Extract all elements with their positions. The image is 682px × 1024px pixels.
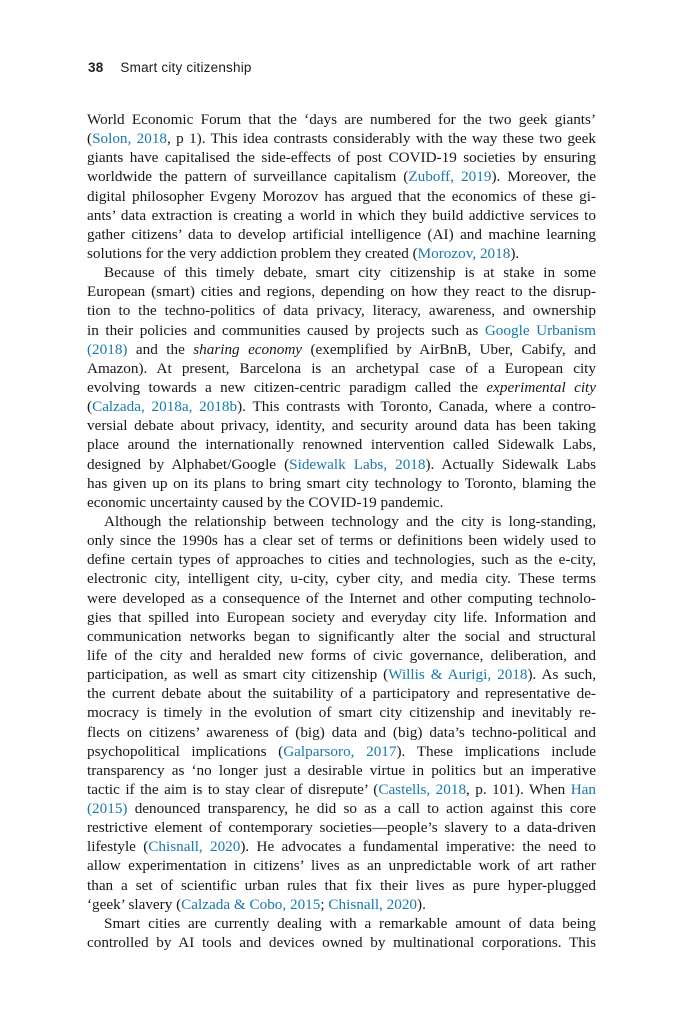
citation-link[interactable]: Calzada & Cobo, 2015 bbox=[181, 895, 321, 913]
text-run: solutions for the very addiction problem they created ( bbox=[87, 244, 418, 262]
text-run: communication networks began to significantly alter the social and structural bbox=[87, 627, 596, 645]
text-run: the current debate about the suitability of a participatory and representative de- bbox=[87, 685, 596, 703]
page-header bbox=[88, 60, 252, 75]
text-run: transparency as ‘no longer just a desirable virtue in politics but an imperative bbox=[87, 761, 596, 779]
text-line bbox=[87, 301, 596, 320]
text-line bbox=[87, 129, 596, 148]
citation-link[interactable]: Castells, 2018 bbox=[378, 780, 467, 798]
text-line bbox=[87, 359, 596, 378]
text-line bbox=[87, 569, 596, 588]
text-run: were developed as a consequence of the Internet and other computing technolo- bbox=[87, 589, 596, 607]
text-line bbox=[87, 608, 596, 627]
text-run: , p 1). This idea contrasts considerably with the way these two geek bbox=[167, 130, 597, 148]
text-line bbox=[87, 818, 596, 837]
italic-term: sharing economy bbox=[193, 340, 303, 358]
italic-term: experimental city bbox=[486, 378, 596, 396]
text-line bbox=[87, 167, 596, 186]
citation-link[interactable]: Han bbox=[570, 780, 597, 798]
text-run: , p. 101). When bbox=[466, 780, 571, 798]
text-run: than a set of scientific urban rules that fix their lives as pure hyper-plugged bbox=[87, 876, 596, 894]
text-line bbox=[87, 435, 596, 454]
text-line bbox=[87, 397, 596, 416]
text-run: flects on citizens’ awareness of (big) data and (big) data’s techno-political and bbox=[87, 723, 596, 741]
citation-link[interactable]: Chisnall, 2020 bbox=[328, 895, 418, 913]
text-line bbox=[87, 780, 596, 799]
text-run: has given up on its plans to bring smart city technology to Toronto, blaming the bbox=[87, 474, 596, 492]
text-run: evolving towards a new citizen-centric paradigm called the bbox=[87, 378, 487, 396]
text-line bbox=[87, 837, 596, 856]
text-run: place around the internationally renowned intervention called Sidewalk Labs, bbox=[87, 436, 596, 454]
text-line bbox=[87, 895, 596, 914]
text-line bbox=[87, 933, 596, 952]
text-line bbox=[87, 263, 596, 282]
text-run: ). This contrasts with Toronto, Canada, where a contro- bbox=[237, 398, 596, 416]
text-line bbox=[87, 512, 596, 531]
text-run: mocracy is timely in the evolution of smart city citizenship and inevitably re- bbox=[87, 704, 596, 722]
text-run: ; bbox=[320, 895, 329, 913]
text-run: digital philosopher Evgeny Morozov has argued that the economics of these gi- bbox=[87, 187, 596, 205]
text-run: ). As such, bbox=[527, 666, 596, 684]
text-run: psychopolitical implications ( bbox=[87, 742, 284, 760]
text-line bbox=[87, 206, 596, 225]
running-title: Smart city citizenship bbox=[120, 60, 252, 75]
page-number: 38 bbox=[88, 60, 104, 75]
citation-link[interactable]: (2018) bbox=[87, 340, 128, 358]
text-line bbox=[87, 474, 596, 493]
text-run: economic uncertainty caused by the COVID-19 pandemic. bbox=[87, 493, 444, 511]
citation-link[interactable]: Zuboff, 2019 bbox=[408, 168, 492, 186]
text-line bbox=[87, 761, 596, 780]
text-line bbox=[87, 856, 596, 875]
citation-link[interactable]: (2015) bbox=[87, 800, 128, 818]
text-run: ). bbox=[417, 895, 426, 913]
text-line bbox=[87, 627, 596, 646]
text-run: Although the relationship between technology and the city is long-standing, bbox=[104, 512, 596, 530]
text-run: restrictive element of contemporary societies—people’s slavery to a data-driven bbox=[87, 819, 596, 837]
text-line bbox=[87, 914, 596, 933]
citation-link[interactable]: Calzada, 2018a, 2018b bbox=[92, 398, 238, 416]
text-run: Smart cities are currently dealing with a remarkable amount of data being bbox=[104, 914, 596, 932]
text-run: ). These implications include bbox=[396, 742, 596, 760]
citation-link[interactable]: Google Urbanism bbox=[484, 321, 596, 339]
citation-link[interactable]: Morozov, 2018 bbox=[417, 244, 511, 262]
text-run: giants have capitalised the side-effects of post COVID-19 societies by ensuring bbox=[87, 149, 596, 167]
text-run: lifestyle ( bbox=[87, 838, 149, 856]
text-run: European (smart) cities and regions, depending on how they react to the disrup- bbox=[87, 283, 596, 301]
text-line bbox=[87, 684, 596, 703]
text-line bbox=[87, 531, 596, 550]
text-run: ants’ data extraction is creating a world in which they build addictive services to bbox=[87, 206, 596, 224]
text-run: ( bbox=[87, 130, 93, 148]
text-line bbox=[87, 110, 596, 129]
text-line bbox=[87, 455, 596, 474]
text-line bbox=[87, 742, 596, 761]
text-run: gather citizens’ data to develop artificial intelligence (AI) and machine learning bbox=[87, 225, 596, 243]
text-line bbox=[87, 282, 596, 301]
text-line bbox=[87, 550, 596, 569]
text-line bbox=[87, 665, 596, 684]
text-run: define certain types of approaches to cities and technologies, such as the e-city, bbox=[87, 551, 596, 569]
text-run: (exemplified by AirBnB, Uber, Cabify, and bbox=[302, 340, 596, 358]
text-run: ( bbox=[87, 398, 93, 416]
text-run: tactic if the aim is to stay clear of disrepute’ ( bbox=[87, 780, 379, 798]
text-run: gies that spilled into European society and everyday city life. Information and bbox=[87, 608, 596, 626]
text-run: in their policies and communities caused by projects such as bbox=[87, 321, 485, 339]
text-run: worldwide the pattern of surveillance capitalism ( bbox=[87, 168, 409, 186]
text-line bbox=[87, 799, 596, 818]
text-run: allow experimentation in citizens’ lives as an unpredictable work of art rather bbox=[87, 857, 596, 875]
text-run: Amazon). At present, Barcelona is an archetypal case of a European city bbox=[87, 359, 596, 377]
text-run: World Economic Forum that the ‘days are numbered for the two geek giants’ bbox=[87, 111, 596, 128]
text-run: Because of this timely debate, smart city citizenship is at stake in some bbox=[104, 264, 596, 282]
text-run: ‘geek’ slavery ( bbox=[87, 895, 182, 913]
text-run: electronic city, intelligent city, u-city, cyber city, and media city. These terms bbox=[87, 570, 596, 588]
citation-link[interactable]: Chisnall, 2020 bbox=[148, 838, 241, 856]
text-run: ). Moreover, the bbox=[491, 168, 596, 186]
body-text bbox=[87, 110, 596, 952]
text-line bbox=[87, 340, 596, 359]
text-line bbox=[87, 321, 596, 340]
citation-link[interactable]: Willis & Aurigi, 2018 bbox=[388, 666, 528, 684]
citation-link[interactable]: Galparsoro, 2017 bbox=[283, 742, 397, 760]
text-run: versial debate about privacy, identity, and security around data has been taking bbox=[87, 417, 596, 435]
text-run: denounced transparency, he did so as a call to action against this core bbox=[127, 800, 596, 818]
text-line bbox=[87, 187, 596, 206]
text-line bbox=[87, 589, 596, 608]
text-run: ). bbox=[510, 244, 520, 262]
text-run: designed by Alphabet/Google ( bbox=[87, 455, 290, 473]
text-line bbox=[87, 378, 596, 397]
text-run: life of the city and heralded new forms of civic governance, deliberation, and bbox=[87, 646, 596, 664]
text-run: participation, as well as smart city citizenship ( bbox=[87, 666, 389, 684]
text-line bbox=[87, 493, 596, 512]
text-line bbox=[87, 225, 596, 244]
text-line bbox=[87, 646, 596, 665]
text-line bbox=[87, 703, 596, 722]
text-line bbox=[87, 723, 596, 742]
text-line bbox=[87, 244, 596, 263]
citation-link[interactable]: Solon, 2018 bbox=[92, 130, 168, 148]
text-run: ). Actually Sidewalk Labs bbox=[425, 455, 596, 473]
text-line bbox=[87, 416, 596, 435]
text-line bbox=[87, 148, 596, 167]
text-run: and the bbox=[127, 340, 194, 358]
text-line bbox=[87, 876, 596, 895]
citation-link[interactable]: Sidewalk Labs, 2018 bbox=[289, 455, 426, 473]
text-run: controlled by AI tools and devices owned by multinational corporations. This bbox=[87, 934, 596, 952]
text-run: tion to the techno-politics of data privacy, literacy, awareness, and ownership bbox=[87, 302, 596, 320]
text-run: only since the 1990s has a clear set of terms or definitions been widely used to bbox=[87, 532, 596, 550]
text-run: ). He advocates a fundamental imperative: the need to bbox=[240, 838, 596, 856]
